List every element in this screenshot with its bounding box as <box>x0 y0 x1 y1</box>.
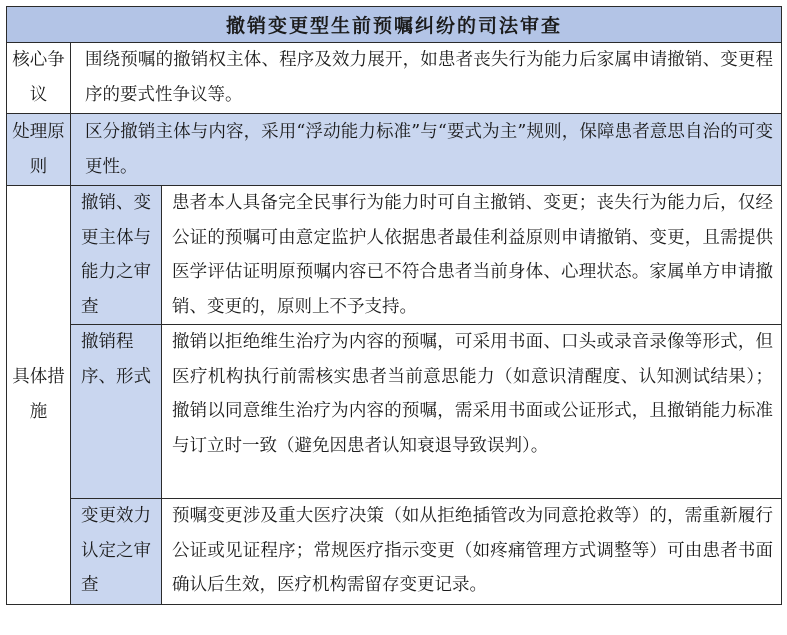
measures-label: 具体措施 <box>7 186 71 605</box>
measure-2-subtitle: 撤销程序、形式 <box>71 325 162 499</box>
principle-label: 处理原则 <box>7 114 71 186</box>
core-dispute-text: 围绕预嘱的撤销权主体、程序及效力展开，如患者丧失行为能力后家属申请撤销、变更程序的要式性争议等。 <box>71 43 782 114</box>
measure-row-2 <box>7 325 782 499</box>
measure-3-text: 预嘱变更涉及重大医疗决策（如从拒绝插管改为同意抢救等）的，需重新履行公证或见证程序；常规医疗指示变更（如疼痛管理方式调整等）可由患者书面确认后生效，医疗机构需留存变更记录。 <box>162 499 782 605</box>
core-dispute-label: 核心争议 <box>7 43 71 114</box>
principle-row <box>7 114 782 186</box>
principle-text: 区分撤销主体与内容，采用“浮动能力标准”与“要式为主”规则，保障患者意思自治的可变更性。 <box>71 114 782 186</box>
review-table <box>6 6 782 605</box>
measure-row-3 <box>7 499 782 605</box>
title-row <box>7 7 782 43</box>
measure-1-subtitle: 撤销、变更主体与能力之审查 <box>71 186 162 325</box>
core-dispute-row <box>7 43 782 114</box>
measure-2-text: 撤销以拒绝维生治疗为内容的预嘱，可采用书面、口头或录音录像等形式，但医疗机构执行前需核实患者当前意思能力（如意识清醒度、认知测试结果）；撤销以同意维生治疗为内容的预嘱，需采用书面或公证形式，且撤销能力标准与订立时一致（避免因患者认知衰退导致误判）。 <box>162 325 782 499</box>
measure-row-1 <box>7 186 782 325</box>
table-title: 撤销变更型生前预嘱纠纷的司法审查 <box>7 7 782 43</box>
measure-3-subtitle: 变更效力认定之审查 <box>71 499 162 605</box>
measure-1-text: 患者本人具备完全民事行为能力时可自主撤销、变更；丧失行为能力后，仅经公证的预嘱可由意定监护人依据患者最佳利益原则申请撤销、变更，且需提供医学评估证明原预嘱内容已不符合患者当前身体、心理状态。家属单方申请撤销、变更的，原则上不予支持。 <box>162 186 782 325</box>
